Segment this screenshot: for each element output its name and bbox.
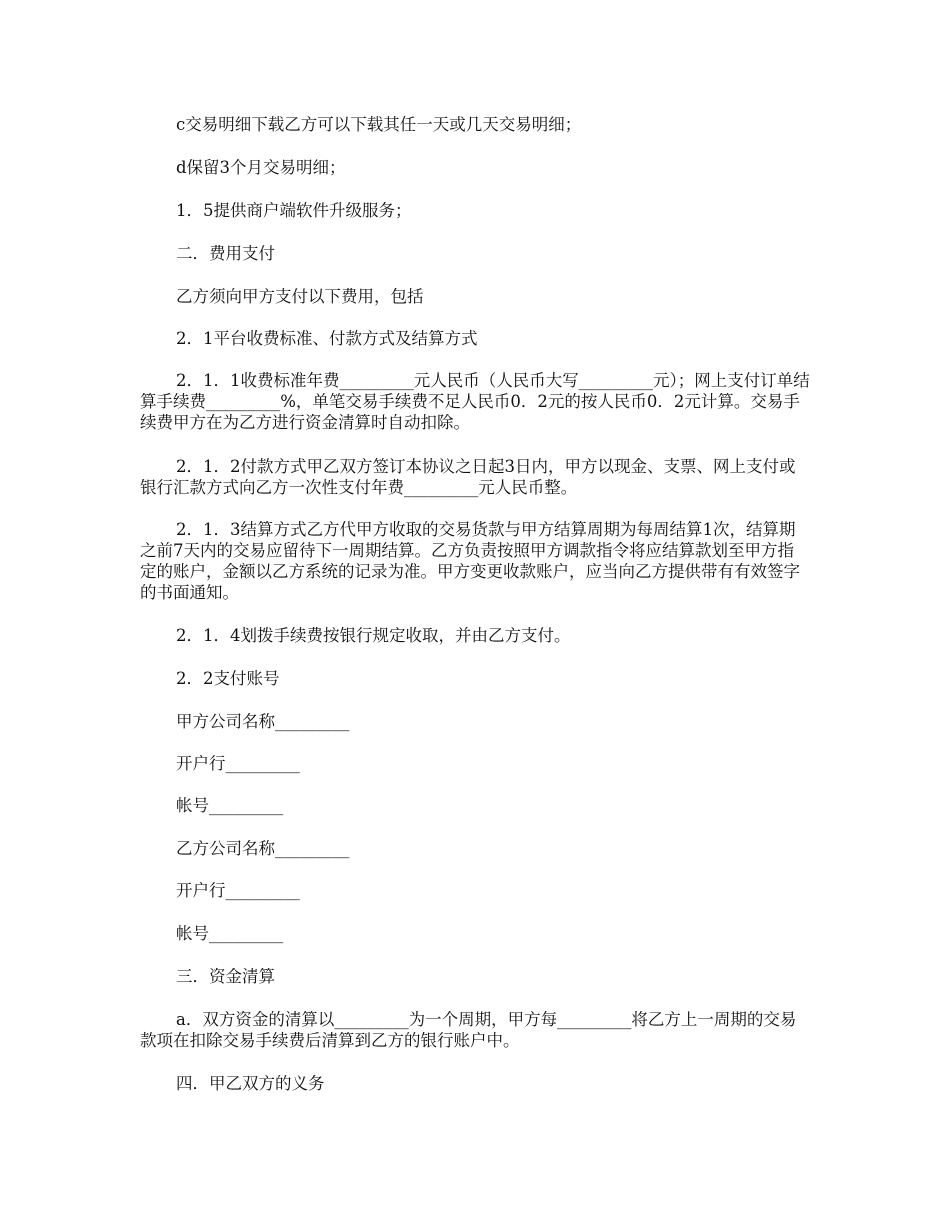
section-heading-obligations: 四．甲乙双方的义务: [176, 1074, 325, 1093]
paragraph-keep-three-months: d保留3个月交易明细；: [176, 158, 346, 177]
field-party-b-company-name: 乙方公司名称_________: [176, 839, 350, 858]
paragraph-clearing-cycle: a．双方资金的清算以_________为一个周期，甲方每_________将乙方上一周期的交易款项在扣除交易手续费后清算到乙方的银行账户中。: [140, 1010, 797, 1050]
paragraph-transfer-fee: 2．1．4划拨手续费按银行规定收取，并由乙方支付。: [176, 626, 571, 645]
field-party-b-bank: 开户行_________: [176, 881, 300, 900]
paragraph-payment-method: 2．1．2付款方式甲乙双方签订本协议之日起3日内，甲方以现金、支票、网上支付或银行汇款方式向乙方一次性支付年费_________元人民币整。: [140, 457, 796, 497]
paragraph-trade-detail-download: c交易明细下载乙方可以下载其任一天或几天交易明细；: [176, 115, 582, 134]
subheading-payment-account: 2．2支付账号: [176, 669, 280, 688]
subheading-fee-standard: 2．1平台收费标准、付款方式及结算方式: [176, 329, 478, 348]
field-party-a-company-name: 甲方公司名称_________: [176, 712, 350, 731]
paragraph-fees-intro: 乙方须向甲方支付以下费用，包括: [176, 287, 424, 306]
paragraph-software-upgrade: 1．5提供商户端软件升级服务；: [176, 201, 412, 220]
field-party-a-account-number: 帐号_________: [176, 796, 284, 815]
field-party-b-account-number: 帐号_________: [176, 924, 284, 943]
paragraph-fee-standard: 2．1．1收费标准年费_________元人民币（人民币大写_________元）；网上支付订单结算手续费_________%，单笔交易手续费不足人民币0．2元的按人民币0．2元计算。交易手续费甲方在为乙方进行资金清算时自动扣除。: [140, 371, 810, 432]
section-heading-fund-clearing: 三．资金清算: [176, 967, 275, 986]
field-party-a-bank: 开户行_________: [176, 754, 300, 773]
section-heading-fee-payment: 二．费用支付: [176, 244, 275, 263]
paragraph-settlement-method: 2．1．3结算方式乙方代甲方收取的交易货款与甲方结算周期为每周结算1次，结算期之前7天内的交易应留待下一周期结算。乙方负责按照甲方调款指令将应结算款划至甲方指定的账户，金额以乙方系统的记录为准。甲方变更收款账户，应当向乙方提供带有有效签字的书面通知。: [140, 520, 800, 602]
